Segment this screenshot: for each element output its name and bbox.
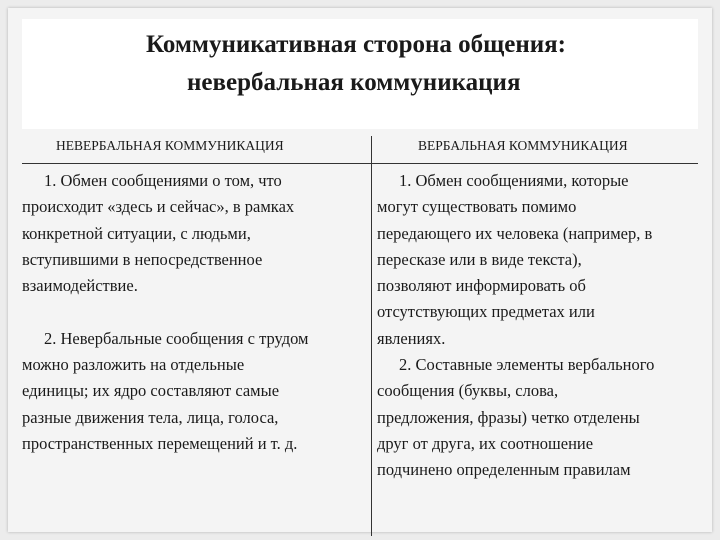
verbal-text-line: 1. Обмен сообщениями, которые xyxy=(399,171,629,190)
nonverbal-text-line: можно разложить на отдельные xyxy=(22,355,245,375)
verbal-text-line: 2. Составные элементы вербального xyxy=(399,355,655,375)
table-header-divider xyxy=(22,163,698,164)
verbal-text-line: отсутствующих предметах или xyxy=(377,302,595,322)
nonverbal-text-line: разные движения тела, лица, голоса, xyxy=(22,407,279,427)
nonverbal-column xyxy=(22,168,367,457)
nonverbal-text-line: вступившими в непосредственное xyxy=(22,249,263,269)
nonverbal-text-line: пространственных перемещений и т. д. xyxy=(22,433,298,453)
column-header-nonverbal: НЕВЕРБАЛЬНАЯ КОММУНИКАЦИЯ xyxy=(56,138,284,153)
table-column-divider xyxy=(371,136,372,536)
verbal-text-line: сообщения (буквы, слова, xyxy=(377,381,559,401)
verbal-text-line: позволяют информировать об xyxy=(377,276,586,296)
slide xyxy=(8,8,712,532)
verbal-text-line: подчинено определенным правилам xyxy=(377,460,631,480)
verbal-column xyxy=(377,168,707,484)
nonverbal-text-line: единицы; их ядро составляют самые xyxy=(22,381,280,401)
verbal-text-line: друг от друга, их соотношение xyxy=(377,433,594,453)
slide-title-line-1: Коммуникативная сторона общения: xyxy=(146,31,566,58)
verbal-text-line: передающего их человека (например, в xyxy=(377,223,653,243)
nonverbal-text-line: 2. Невербальные сообщения с трудом xyxy=(44,328,309,348)
paragraph-spacer xyxy=(22,299,367,325)
verbal-text-line: пересказе или в виде текста), xyxy=(377,249,582,269)
verbal-text-line: явлениях. xyxy=(377,328,446,348)
nonverbal-text-line: 1. Обмен сообщениями о том, что xyxy=(44,171,282,190)
slide-title-line-2: невербальная коммуникация xyxy=(187,69,521,96)
column-header-verbal: ВЕРБАЛЬНАЯ КОММУНИКАЦИЯ xyxy=(418,138,628,153)
verbal-text-line: могут существовать помимо xyxy=(377,197,577,217)
verbal-text-line: предложения, фразы) четко отделены xyxy=(377,407,640,427)
nonverbal-text-line: происходит «здесь и сейчас», в рамках xyxy=(22,197,295,217)
nonverbal-text-line: конкретной ситуации, с людьми, xyxy=(22,223,251,243)
title-box xyxy=(22,19,698,129)
nonverbal-text-line: взаимодействие. xyxy=(22,276,138,296)
